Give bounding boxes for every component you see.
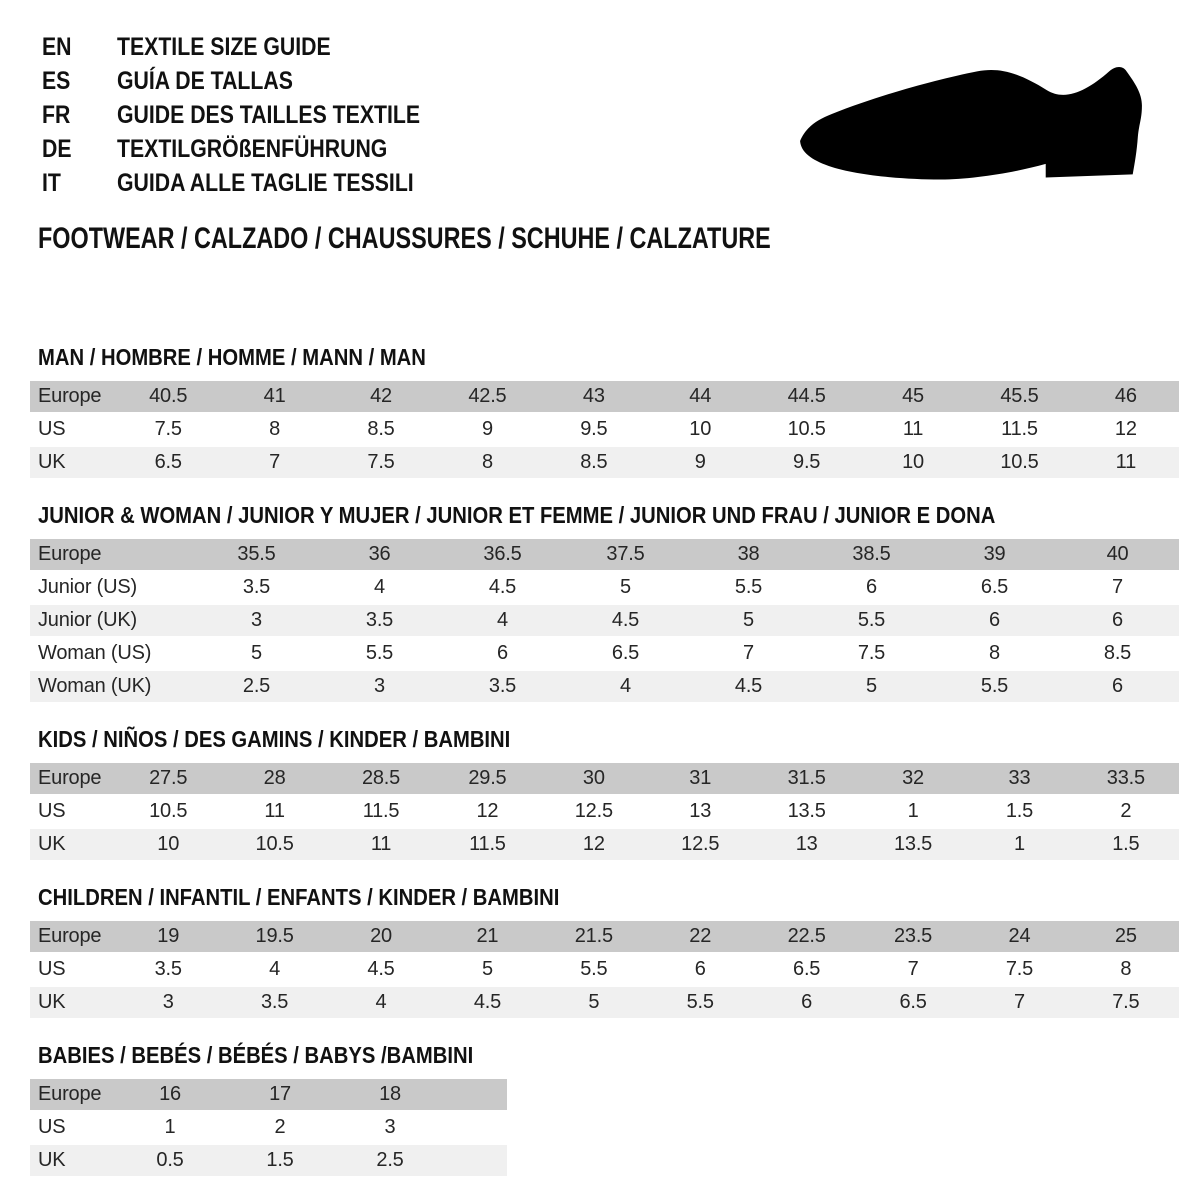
- size-cell: 5: [620, 576, 631, 598]
- size-row: [30, 763, 1179, 794]
- size-cell: 7: [743, 642, 754, 664]
- size-cell: 3: [251, 609, 262, 631]
- size-cell: 8.5: [1103, 642, 1132, 664]
- size-row: [30, 954, 1179, 985]
- size-cell: 5.5: [686, 991, 714, 1013]
- size-cell: 10.5: [1000, 451, 1039, 473]
- language-title: GUÍA DE TALLAS: [117, 66, 293, 95]
- size-cell: 4: [374, 576, 385, 598]
- size-tables: [30, 344, 1179, 1178]
- language-row-fr: [42, 98, 474, 132]
- language-row-de: [42, 132, 474, 166]
- row-label: Junior (UK): [38, 609, 137, 631]
- size-cell: 16: [159, 1083, 181, 1105]
- size-cell: 1: [907, 800, 919, 822]
- size-cell: 6: [1112, 675, 1123, 697]
- size-cell: 13: [795, 833, 818, 855]
- row-label: Europe: [38, 385, 102, 407]
- size-row: [30, 1079, 507, 1110]
- language-row-it: [42, 166, 474, 200]
- size-cell: 6: [801, 991, 813, 1013]
- size-cell: 2: [1120, 800, 1132, 822]
- size-cell: 3: [384, 1116, 396, 1138]
- size-cell: 7.5: [367, 451, 395, 473]
- size-cell: 8.5: [367, 418, 395, 440]
- row-label: UK: [38, 991, 66, 1013]
- size-table: [30, 763, 1179, 860]
- size-cell: 5.5: [734, 576, 763, 598]
- size-cell: 8.5: [580, 451, 608, 473]
- size-cell: 10: [902, 451, 924, 473]
- size-cell: 22.5: [787, 925, 826, 947]
- size-cell: 45.5: [1000, 385, 1039, 407]
- size-cell: 11.5: [362, 800, 400, 822]
- section-babies: [30, 1042, 1179, 1176]
- size-cell: 3.5: [261, 991, 289, 1013]
- row-label: US: [38, 958, 66, 980]
- size-row: [30, 447, 1179, 478]
- size-cell: 7: [1112, 576, 1123, 598]
- size-cell: 6.5: [154, 451, 182, 473]
- size-cell: 5: [588, 991, 600, 1013]
- size-cell: 11.5: [469, 833, 506, 855]
- row-label: Europe: [38, 925, 102, 947]
- size-cell: 2: [274, 1116, 286, 1138]
- size-cell: 4: [620, 675, 631, 697]
- size-cell: 6: [694, 958, 706, 980]
- size-cell: 40.5: [149, 385, 188, 407]
- size-cell: 3.5: [488, 675, 517, 697]
- size-cell: 21: [476, 925, 499, 947]
- size-cell: 6: [989, 609, 1000, 631]
- size-cell: 3: [162, 991, 174, 1013]
- size-row: [30, 605, 1179, 636]
- section-title: JUNIOR & WOMAN / JUNIOR Y MUJER / JUNIOR ET FEMME / JUNIOR UND FRAU / JUNIOR E DONA: [38, 502, 996, 528]
- size-cell: 5: [481, 958, 493, 980]
- size-cell: 32: [902, 767, 924, 789]
- size-cell: 10.5: [149, 800, 188, 822]
- dress-shoe-icon: [797, 62, 1145, 192]
- size-cell: 28.5: [361, 767, 401, 789]
- row-label: UK: [38, 451, 66, 473]
- size-cell: 1: [164, 1116, 176, 1138]
- size-cell: 24: [1008, 925, 1031, 947]
- size-cell: 5.5: [857, 609, 886, 631]
- size-cell: 4: [269, 958, 281, 980]
- size-table: [30, 1079, 507, 1176]
- language-title: GUIDE DES TAILLES TEXTILE: [117, 100, 421, 129]
- size-cell: 33: [1008, 767, 1031, 789]
- size-row: [30, 572, 1179, 603]
- size-cell: 12: [1114, 418, 1137, 440]
- row-label: US: [38, 418, 66, 440]
- row-label: Europe: [38, 1083, 102, 1105]
- size-cell: 4: [497, 609, 508, 631]
- size-cell: 7.5: [1005, 958, 1034, 980]
- size-cell: 9: [481, 418, 493, 440]
- size-row: [30, 1112, 507, 1143]
- size-cell: 18: [379, 1083, 401, 1105]
- row-label: US: [38, 800, 66, 822]
- size-cell: 8: [481, 451, 493, 473]
- size-cell: 28: [263, 767, 286, 789]
- size-cell: 7: [1013, 991, 1025, 1013]
- size-cell: 21.5: [574, 925, 613, 947]
- size-cell: 12: [582, 833, 605, 855]
- size-cell: 2.5: [242, 675, 271, 697]
- size-row: [30, 671, 1179, 702]
- size-cell: 33.5: [1106, 767, 1145, 789]
- row-label: Europe: [38, 543, 102, 565]
- size-cell: 42.5: [468, 385, 507, 407]
- row-label: Woman (UK): [38, 675, 152, 697]
- size-cell: 10: [157, 833, 180, 855]
- size-row: [30, 414, 1179, 445]
- size-cell: 9.5: [793, 451, 821, 473]
- size-cell: 7.5: [857, 642, 886, 664]
- size-cell: 19.5: [255, 925, 294, 947]
- size-cell: 6: [497, 642, 508, 664]
- size-cell: 13.5: [893, 833, 933, 855]
- size-cell: 31.5: [787, 767, 826, 789]
- section-kids: [30, 726, 1179, 860]
- size-cell: 3.5: [365, 609, 394, 631]
- size-cell: 44: [689, 385, 712, 407]
- size-cell: 27.5: [149, 767, 188, 789]
- row-label: Woman (US): [38, 642, 152, 664]
- language-code: EN: [42, 32, 72, 61]
- size-cell: 13: [689, 800, 712, 822]
- size-cell: 7: [269, 451, 281, 473]
- size-cell: 11: [264, 800, 285, 822]
- language-row-es: [42, 64, 474, 98]
- size-cell: 12: [476, 800, 499, 822]
- language-row-en: [42, 30, 474, 64]
- section-title: BABIES / BEBÉS / BÉBÉS / BABYS /BAMBINI: [38, 1042, 474, 1068]
- size-table: [30, 381, 1179, 478]
- size-cell: 36.5: [483, 543, 522, 565]
- size-cell: 8: [989, 642, 1000, 664]
- size-cell: 36: [368, 543, 391, 565]
- size-cell: 12.5: [574, 800, 613, 822]
- size-cell: 5: [251, 642, 262, 664]
- size-cell: 4.5: [611, 609, 640, 631]
- language-code: FR: [42, 100, 71, 129]
- size-cell: 6: [866, 576, 877, 598]
- size-row: [30, 539, 1179, 570]
- language-code: ES: [42, 66, 71, 95]
- size-cell: 4.5: [734, 675, 763, 697]
- row-label: UK: [38, 1149, 66, 1171]
- size-cell: 3.5: [242, 576, 271, 598]
- category-heading: FOOTWEAR / CALZADO / CHAUSSURES / SCHUHE / CALZATURE: [38, 222, 771, 255]
- size-cell: 4.5: [488, 576, 517, 598]
- size-cell: 45: [902, 385, 924, 407]
- language-title: TEXTILE SIZE GUIDE: [117, 32, 331, 61]
- language-title-list: [42, 30, 474, 200]
- size-cell: 4.5: [367, 958, 395, 980]
- size-row: [30, 921, 1179, 952]
- size-row: [30, 987, 1179, 1018]
- size-cell: 30: [582, 767, 605, 789]
- size-cell: 7.5: [1112, 991, 1140, 1013]
- size-cell: 41: [263, 385, 286, 407]
- size-cell: 40: [1106, 543, 1129, 565]
- language-code: IT: [42, 168, 61, 197]
- size-cell: 10.5: [255, 833, 294, 855]
- size-cell: 31: [689, 767, 712, 789]
- size-cell: 9.5: [580, 418, 608, 440]
- size-cell: 43: [582, 385, 605, 407]
- size-cell: 23.5: [893, 925, 933, 947]
- size-table: [30, 921, 1179, 1018]
- size-row: [30, 1145, 507, 1176]
- size-table: [30, 539, 1179, 702]
- size-cell: 5: [866, 675, 877, 697]
- size-row: [30, 829, 1179, 860]
- size-cell: 5: [743, 609, 754, 631]
- shoe-silhouette-path: [800, 67, 1142, 179]
- language-title: TEXTILGRÖßENFÜHRUNG: [117, 134, 388, 163]
- size-cell: 3.5: [154, 958, 182, 980]
- size-cell: 6.5: [611, 642, 640, 664]
- size-cell: 3: [374, 675, 385, 697]
- size-cell: 1.5: [1005, 800, 1034, 822]
- size-cell: 2.5: [376, 1149, 404, 1171]
- size-cell: 4: [375, 991, 387, 1013]
- language-code: DE: [42, 134, 72, 163]
- size-cell: 38: [737, 543, 760, 565]
- row-label: UK: [38, 833, 66, 855]
- size-cell: 5.5: [580, 958, 608, 980]
- size-cell: 6.5: [980, 576, 1009, 598]
- size-cell: 20: [370, 925, 392, 947]
- size-cell: 8: [269, 418, 281, 440]
- language-title: GUIDA ALLE TAGLIE TESSILI: [117, 168, 414, 197]
- size-cell: 6.5: [793, 958, 821, 980]
- size-cell: 39: [983, 543, 1006, 565]
- size-cell: 6.5: [899, 991, 927, 1013]
- size-cell: 44.5: [787, 385, 826, 407]
- size-cell: 11: [370, 833, 392, 855]
- size-row: [30, 638, 1179, 669]
- section-title: KIDS / NIÑOS / DES GAMINS / KINDER / BAMBINI: [38, 726, 511, 752]
- row-label: Europe: [38, 767, 102, 789]
- section-title: MAN / HOMBRE / HOMME / MANN / MAN: [38, 344, 426, 370]
- size-cell: 10: [689, 418, 712, 440]
- size-cell: 10.5: [787, 418, 826, 440]
- section-junior: [30, 502, 1179, 702]
- size-cell: 4.5: [473, 991, 502, 1013]
- size-cell: 7.5: [154, 418, 182, 440]
- size-cell: 5.5: [980, 675, 1009, 697]
- size-cell: 22: [689, 925, 712, 947]
- size-cell: 46: [1114, 385, 1137, 407]
- size-cell: 1: [1013, 833, 1025, 855]
- size-cell: 7: [907, 958, 919, 980]
- size-row: [30, 381, 1179, 412]
- size-cell: 29.5: [468, 767, 507, 789]
- size-cell: 38.5: [852, 543, 891, 565]
- size-cell: 13.5: [787, 800, 826, 822]
- size-cell: 6: [1112, 609, 1123, 631]
- size-cell: 42: [370, 385, 392, 407]
- size-cell: 11: [902, 418, 924, 440]
- size-row: [30, 796, 1179, 827]
- size-cell: 11: [1115, 451, 1137, 473]
- size-cell: 35.5: [237, 543, 276, 565]
- size-cell: 25: [1114, 925, 1137, 947]
- size-cell: 37.5: [606, 543, 645, 565]
- row-label: Junior (US): [38, 576, 137, 598]
- section-children: [30, 884, 1179, 1018]
- section-title: CHILDREN / INFANTIL / ENFANTS / KINDER / BAMBINI: [38, 884, 560, 910]
- size-cell: 19: [157, 925, 180, 947]
- size-cell: 1.5: [1112, 833, 1140, 855]
- section-man: [30, 344, 1179, 478]
- size-cell: 0.5: [156, 1149, 184, 1171]
- size-cell: 12.5: [681, 833, 720, 855]
- size-cell: 8: [1120, 958, 1132, 980]
- size-cell: 9: [694, 451, 706, 473]
- size-cell: 11.5: [1001, 418, 1038, 440]
- size-cell: 1.5: [266, 1149, 294, 1171]
- row-label: US: [38, 1116, 66, 1138]
- size-cell: 17: [269, 1083, 291, 1105]
- size-cell: 5.5: [365, 642, 394, 664]
